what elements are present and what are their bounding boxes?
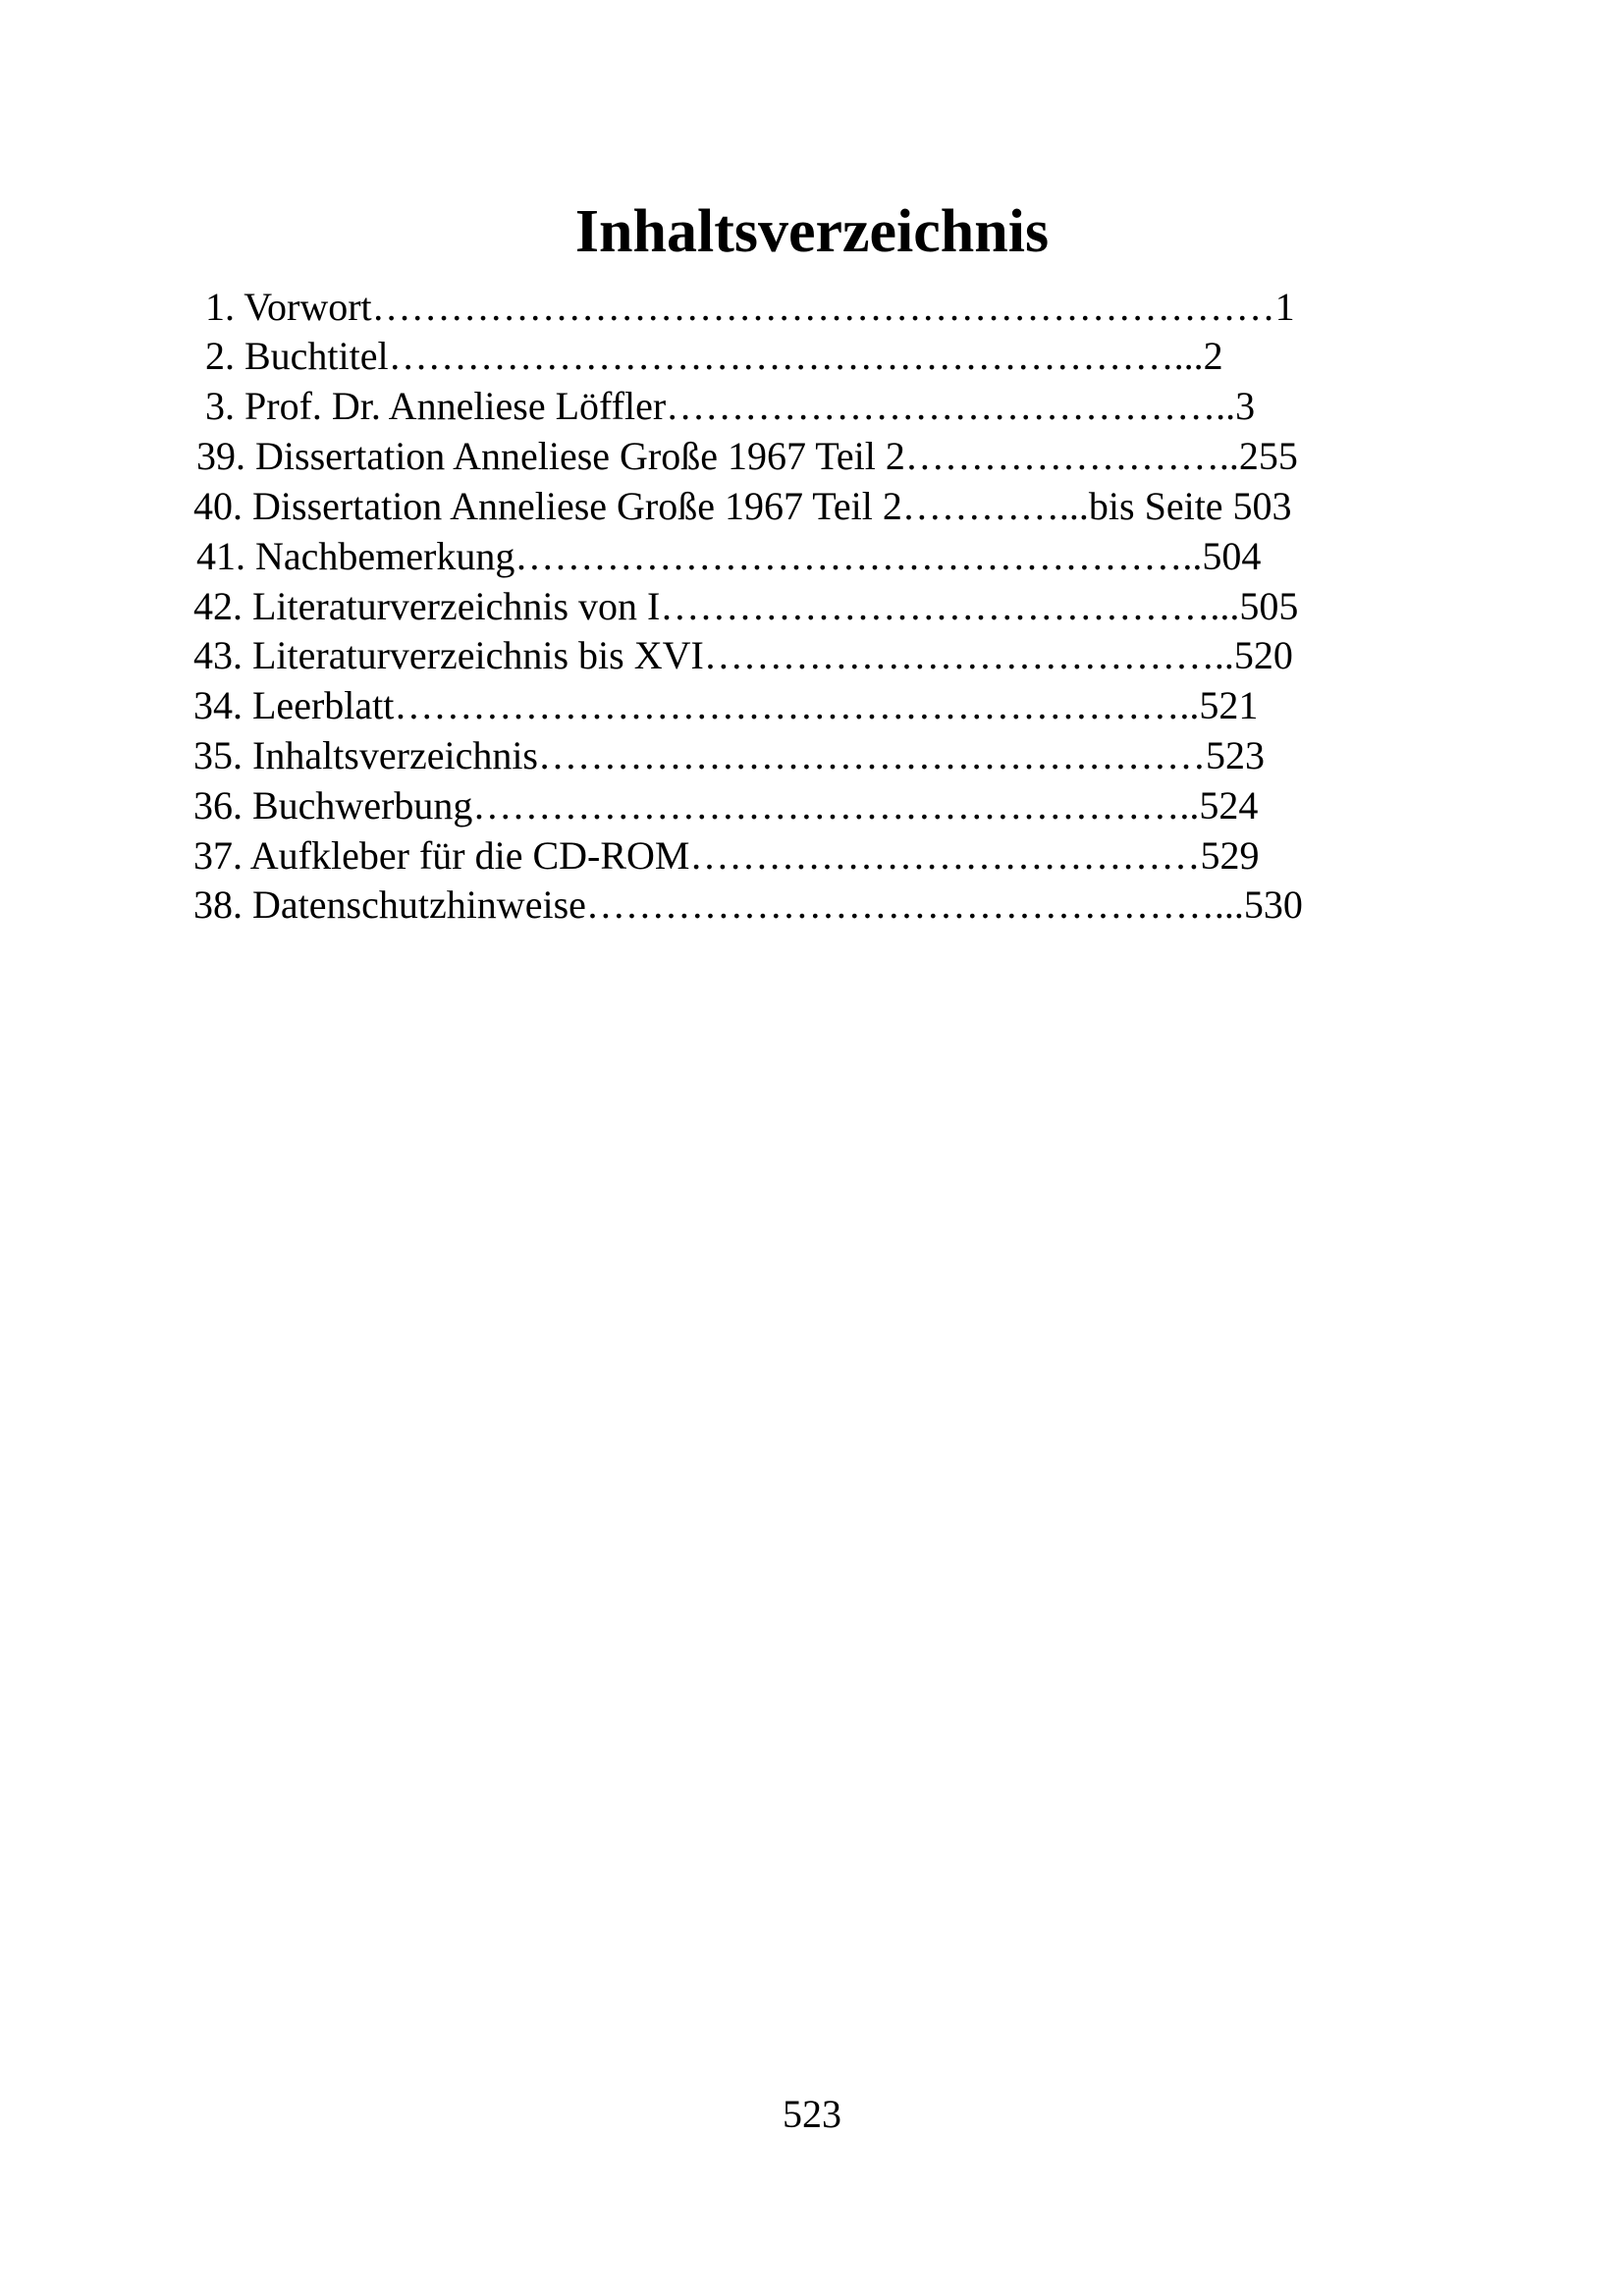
toc-entry: 40. Dissertation Anneliese Große 1967 Teil 2…………...bis Seite 503 (193, 484, 1292, 528)
toc-entry: 41. Nachbemerkung……………………………………………..504 (196, 534, 1262, 578)
toc-entry: 34. Leerblatt……………………………………………………..521 (193, 683, 1259, 727)
toc-entry: 36. Buchwerbung………………………………………………..524 (193, 783, 1259, 828)
toc-entry: 35. Inhaltsverzeichnis……………………………………………523 (193, 733, 1265, 777)
toc-entry: 38. Datenschutzhinweise…………………………………………...530 (193, 882, 1303, 927)
toc-entry: 39. Dissertation Anneliese Große 1967 Teil 2……………………..255 (196, 434, 1298, 478)
toc-entry: 2. Buchtitel……………………………………………………...2 (205, 334, 1223, 378)
page-number: 523 (783, 2092, 841, 2136)
toc-entry: 37. Aufkleber für die CD-ROM…………………………………529 (193, 833, 1260, 878)
toc-entry: 1. Vorwort……………………………………………………………1 (205, 285, 1295, 329)
toc-title: Inhaltsverzeichnis (574, 198, 1050, 265)
toc-entry: 42. Literaturverzeichnis von I……………………………………...505 (193, 584, 1299, 628)
toc-entry: 43. Literaturverzeichnis bis XVI…………………………………..520 (193, 633, 1293, 677)
toc-entry: 3. Prof. Dr. Anneliese Löffler……………………………………..3 (205, 384, 1256, 428)
